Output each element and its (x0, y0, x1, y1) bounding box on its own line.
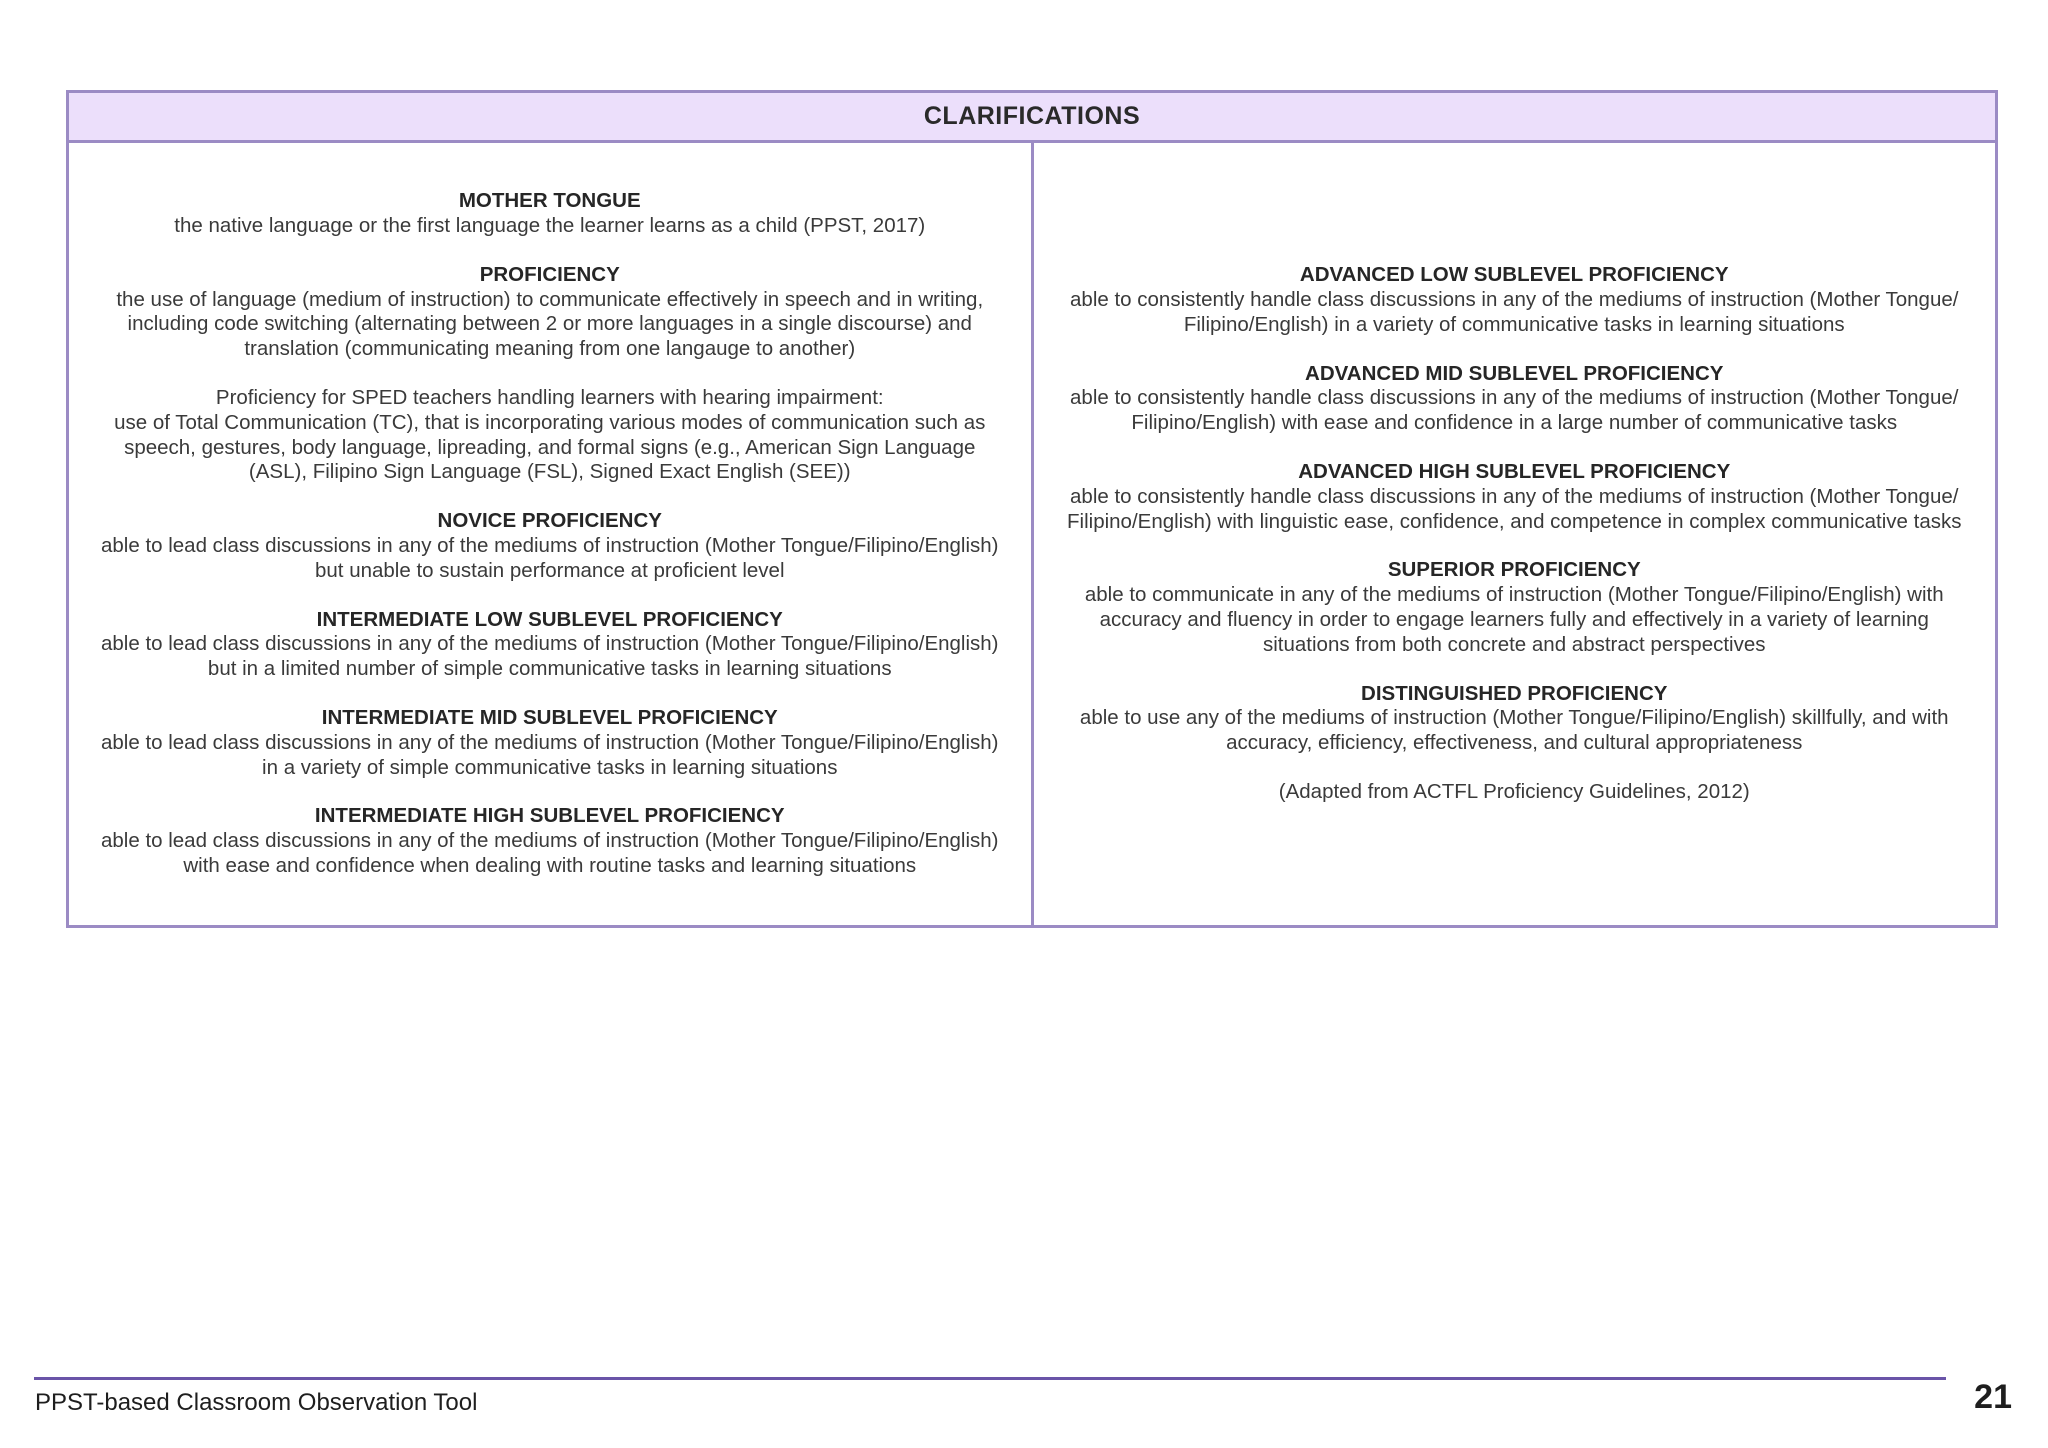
definition-line: able to consistently handle class discussions in any of the mediums of instruction (Mother Tongue/ (1070, 484, 1959, 508)
definition-line: Filipino/English) with linguistic ease, confidence, and competence in complex communicative tasks (1067, 509, 1962, 533)
definition-line: the use of language (medium of instruction) to communicate effectively in speech and in writing, (116, 287, 984, 311)
entry-proficiency (116, 263, 983, 362)
definition-line: with ease and confidence when dealing with routine tasks and learning situations (183, 853, 917, 877)
definition-line: but unable to sustain performance at proficient level (315, 558, 785, 582)
definition-line: situations from both concrete and abstract perspectives (1262, 632, 1766, 656)
definition-line: Proficiency for SPED teachers handling learners with hearing impairment: (215, 386, 884, 410)
entry-superior-proficiency (1085, 558, 1944, 657)
entry-advanced-low-sublevel-proficiency (1070, 263, 1958, 337)
table-header: CLARIFICATIONS (69, 93, 1995, 143)
left-column (69, 143, 1034, 925)
term-heading: NOVICE PROFICIENCY (437, 509, 662, 533)
entry-advanced-mid-sublevel-proficiency (1070, 362, 1958, 436)
footer-divider (34, 1377, 1946, 1380)
page-number: 21 (1974, 1378, 2012, 1416)
note-entry (1279, 780, 1750, 805)
term-heading: ADVANCED HIGH SUBLEVEL PROFICIENCY (1298, 460, 1731, 483)
entry-mother-tongue (174, 189, 925, 239)
definition-line: Filipino/English) in a variety of communicative tasks in learning situations (1183, 312, 1845, 336)
definition-line: able to lead class discussions in any of the mediums of instruction (Mother Tongue/Filipino/English) (100, 632, 999, 656)
entry-intermediate-high-sublevel-proficiency (101, 804, 999, 878)
definition-line: in a variety of simple communicative tasks in learning situations (262, 755, 838, 779)
definition-line: accuracy, efficiency, effectiveness, and cultural appropriateness (1226, 731, 1803, 755)
entry-novice-proficiency (101, 509, 999, 583)
definition-line: able to consistently handle class discussions in any of the mediums of instruction (Mother Tongue/ (1070, 386, 1959, 410)
definition-line: accuracy and fluency in order to engage learners fully and effectively in a variety of learning (1099, 607, 1929, 631)
definition-line: able to consistently handle class discussions in any of the mediums of instruction (Mother Tongue/ (1070, 288, 1959, 312)
entry-intermediate-mid-sublevel-proficiency (101, 706, 999, 780)
entry-distinguished-proficiency (1080, 682, 1949, 756)
definition-line: translation (communicating meaning from one langauge to another) (244, 337, 856, 361)
note-entry (114, 386, 985, 485)
definition-line: able to lead class discussions in any of the mediums of instruction (Mother Tongue/Filipino/English) (100, 730, 999, 754)
definition-line: Filipino/English) with ease and confidence in a large number of communicative tasks (1131, 411, 1898, 435)
term-heading: ADVANCED MID SUBLEVEL PROFICIENCY (1305, 361, 1724, 385)
term-heading: PROFICIENCY (479, 262, 620, 286)
right-column (1034, 143, 1996, 925)
footer-title: PPST-based Classroom Observation Tool (35, 1389, 478, 1416)
clarifications-table (66, 90, 1998, 928)
table-body (69, 143, 1995, 925)
entry-advanced-high-sublevel-proficiency (1067, 460, 1961, 534)
definition-line: able to lead class discussions in any of the mediums of instruction (Mother Tongue/Filipino/English) (100, 829, 999, 853)
term-heading: SUPERIOR PROFICIENCY (1387, 558, 1641, 582)
definition-line: (ASL), Filipino Sign Language (FSL), Signed Exact English (SEE)) (248, 460, 851, 484)
definition-line: the native language or the first language the learner learns as a child (PPST, 2017) (174, 214, 926, 238)
definition-line: including code switching (alternating between 2 or more languages in a single discourse) and (127, 312, 972, 336)
term-heading: INTERMEDIATE HIGH SUBLEVEL PROFICIENCY (314, 804, 785, 828)
definition-line: speech, gestures, body language, lipreading, and formal signs (e.g., American Sign Language (124, 435, 976, 459)
definition-line: use of Total Communication (TC), that is incorporating various modes of communication such as (114, 410, 986, 434)
entry-intermediate-low-sublevel-proficiency (101, 608, 999, 682)
term-heading: INTERMEDIATE MID SUBLEVEL PROFICIENCY (321, 705, 778, 729)
definition-line: able to communicate in any of the mediums of instruction (Mother Tongue/Filipino/English) with (1084, 583, 1944, 607)
term-heading: INTERMEDIATE LOW SUBLEVEL PROFICIENCY (316, 607, 783, 631)
definition-line: but in a limited number of simple communicative tasks in learning situations (207, 657, 892, 681)
term-heading: MOTHER TONGUE (458, 189, 641, 213)
term-heading: DISTINGUISHED PROFICIENCY (1361, 681, 1668, 705)
definition-line: (Adapted from ACTFL Proficiency Guidelines, 2012) (1278, 779, 1750, 803)
definition-line: able to lead class discussions in any of the mediums of instruction (Mother Tongue/Filipino/English) (100, 534, 999, 557)
term-heading: ADVANCED LOW SUBLEVEL PROFICIENCY (1299, 263, 1729, 287)
definition-line: able to use any of the mediums of instruction (Mother Tongue/Filipino/English) skillfully, and with (1079, 706, 1949, 730)
